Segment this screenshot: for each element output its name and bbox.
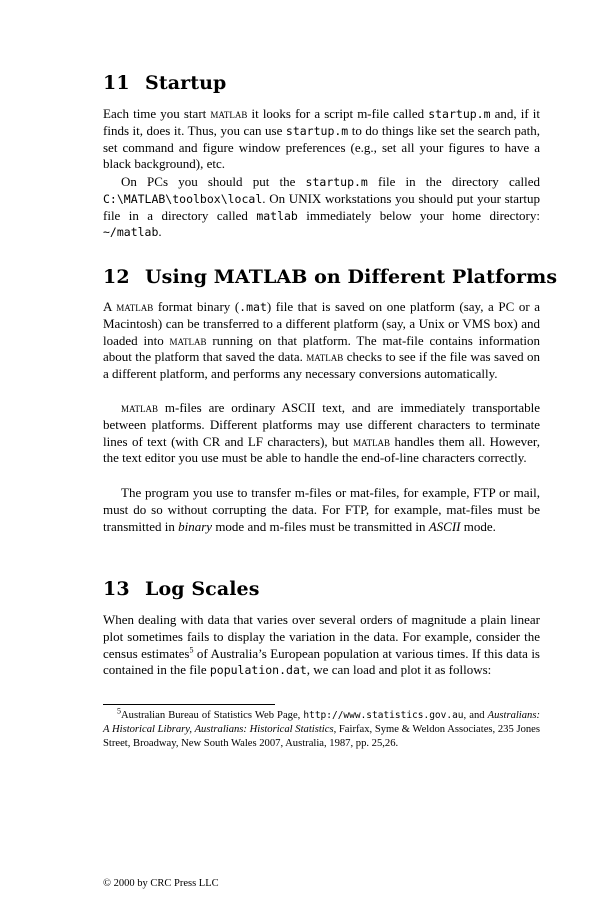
code-text: C:\MATLAB\toolbox\local: [103, 191, 263, 206]
section-number: 12: [103, 266, 130, 288]
footnote-rule: [103, 704, 275, 705]
section-title-text: Using MATLAB on Different Platforms: [145, 266, 558, 288]
paragraph: matlab m-files are ordinary ASCII text, and are immediately transportable between platforms. Different platforms may use different characters to terminate lines of text (with CR and LF characters), but matlab handles them all. However, the text editor you use must be able to handle the end-of-line characters correctly.: [103, 400, 540, 466]
section-title-text: Log Scales: [145, 578, 260, 600]
section-title-text: Startup: [145, 72, 227, 94]
paragraph: The program you use to transfer m-files or mat-files, for example, FTP or mail, must do so without corrupting the data. For FTP, for example, mat-files must be transmitted in binary mode and m-files must be transmitted in ASCII mode.: [103, 485, 540, 534]
small-caps-text: matlab: [169, 332, 207, 348]
small-caps-text: matlab: [116, 299, 154, 314]
section-number: 11: [103, 72, 130, 94]
section-title-startup: [103, 72, 226, 94]
footnote-marker: 5: [117, 706, 121, 716]
paragraph: When dealing with data that varies over several orders of magnitude a plain linear plot sometimes fails to display the variation in the data. For example, consider the census estimates$^5$ of Australia’s European population at various times. If this data is contained in the file population.dat, we can load and plot it as follows:: [103, 612, 540, 678]
italic-text: Australians: A Historical Library, Australians: Historical Statistics: [103, 710, 540, 736]
code-text: .mat: [239, 300, 267, 314]
section-title-platforms: [103, 266, 557, 288]
small-caps-text: matlab: [353, 433, 391, 449]
code-text: http://www.statistics.gov.au: [303, 710, 464, 721]
code-text: startup.m: [305, 175, 368, 189]
paragraph: On PCs you should put the startup.m file in the directory called C:\MATLAB\toolbox\local. On UNIX workstations you should put your startup file in a directory called matlab immediately below your home directory: ~/matlab.: [103, 174, 540, 240]
code-text: startup.m: [428, 107, 491, 121]
paragraph: A matlab format binary (.mat) file that is saved on one platform (say, a PC or a Macintosh) can be transferred to a different platform (say, a Unix or VMS box) and loaded into matlab running on that platform. The mat-file contains information about the platform that saved the data. matlab checks to see if the file was saved on a different platform, and performs any necessary conversions automatically.: [103, 299, 540, 382]
paragraph: Each time you start matlab it looks for a script m-file called startup.m and, if it finds it, does it. Thus, you can use startup.m to do things like set the search path, set command and figure window preferences (e.g., set all your figures to have a black background), etc.: [103, 106, 541, 172]
code-text: startup.m: [285, 123, 349, 138]
small-caps-text: matlab: [210, 106, 248, 121]
footnote: $^5$Australian Bureau of Statistics Web Page, http://www.statistics.gov.au, and Australians: A Historical Library, Australians: Historical Statistics, Fairfax, Syme & Weldon Associates, 235 Jones Street, Broadway, New South Wales 2007, Australia, 1987, pp. 25,26.: [103, 706, 540, 750]
section-title-log-scales: [103, 578, 260, 600]
italic-text: binary: [178, 518, 213, 534]
small-caps-text: matlab: [306, 349, 344, 365]
code-text: ~/matlab: [103, 225, 159, 240]
copyright-footer: © 2000 by CRC Press LLC: [103, 878, 219, 889]
small-caps-text: matlab: [121, 400, 159, 415]
code-text: population.dat: [209, 663, 307, 678]
italic-text: ASCII: [428, 518, 461, 534]
footnote-marker: 5: [189, 645, 194, 655]
code-text: matlab: [256, 208, 298, 223]
section-number: 13: [103, 578, 130, 600]
